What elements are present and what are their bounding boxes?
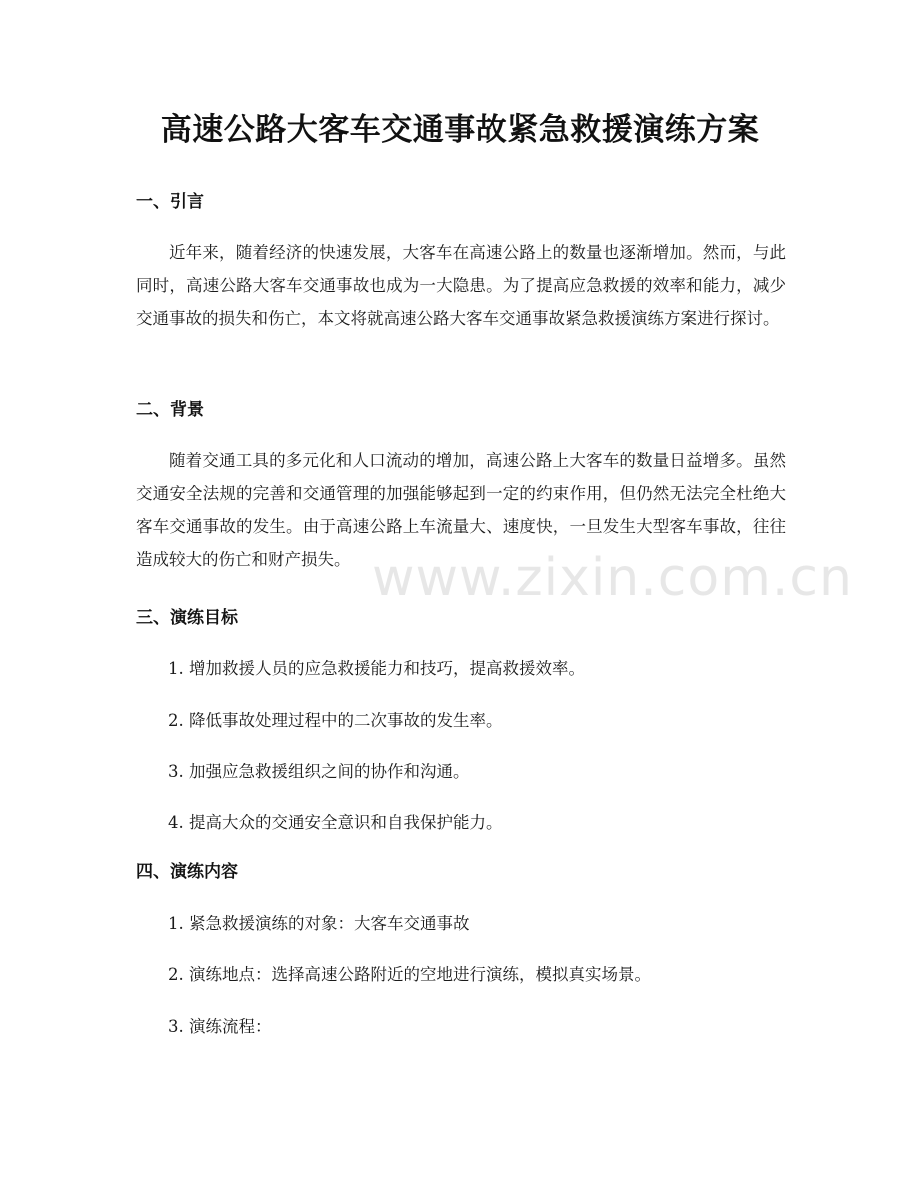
- list-item-content: 1. 紧急救援演练的对象：大客车交通事故: [168, 914, 470, 933]
- section-paragraph-introduction: 近年来，随着经济的快速发展，大客车在高速公路上的数量也逐渐增加。然而，与此同时，高速公路大客车交通事故也成为一大隐患。为了提高应急救援的效率和能力，减少交通事故的损失和伤亡，本文将就高速公路大客车交通事故紧急救援演练方案进行探讨。: [136, 243, 786, 328]
- section-heading-goals: 三、演练目标: [136, 608, 238, 628]
- list-item-goal: 2. 降低事故处理过程中的二次事故的发生率。: [168, 711, 503, 730]
- section-heading-background: 二、背景: [136, 400, 204, 420]
- section-heading-content: 四、演练内容: [136, 862, 238, 882]
- list-item-goal: 1. 增加救援人员的应急救援能力和技巧，提高救援效率。: [168, 659, 585, 678]
- watermark-text: www.zixin.com.cn: [372, 548, 853, 608]
- list-item-goal: 4. 提高大众的交通安全意识和自我保护能力。: [168, 813, 503, 832]
- list-item-content: 3. 演练流程：: [168, 1017, 272, 1036]
- section-heading-introduction: 一、引言: [136, 192, 204, 212]
- document-title: 高速公路大客车交通事故紧急救援演练方案: [160, 112, 760, 148]
- section-paragraph-background: 随着交通工具的多元化和人口流动的增加，高速公路上大客车的数量日益增多。虽然交通安全法规的完善和交通管理的加强能够起到一定的约束作用，但仍然无法完全杜绝大客车交通事故的发生。由于高速公路上车流量大、速度快，一旦发生大型客车事故，往往造成较大的伤亡和财产损失。: [136, 451, 786, 569]
- list-item-goal: 3. 加强应急救援组织之间的协作和沟通。: [168, 762, 470, 781]
- list-item-content: 2. 演练地点：选择高速公路附近的空地进行演练，模拟真实场景。: [168, 965, 651, 984]
